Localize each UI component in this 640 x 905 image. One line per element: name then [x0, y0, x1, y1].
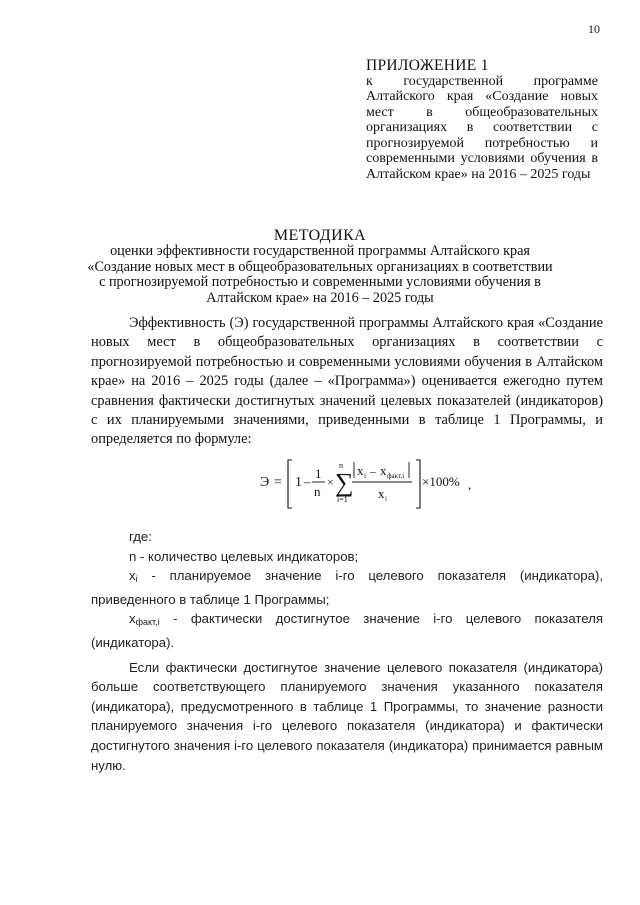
formula-svg: [258, 458, 518, 526]
abs-xf: x: [380, 463, 387, 478]
xf-symbol: x: [129, 611, 136, 627]
xi-symbol: x: [129, 568, 136, 584]
where-label: где:: [129, 529, 152, 544]
appendix-title: ПРИЛОЖЕНИЕ 1: [366, 57, 489, 74]
den-x-sub: i: [385, 495, 387, 503]
formula-times: ×: [327, 475, 334, 489]
methodology-subtitle-line: оценки эффективности государственной программы Алтайского края: [110, 243, 530, 259]
left-bracket: [288, 460, 292, 508]
formula-trailing-comma: ,: [468, 477, 472, 492]
xf-subscript: факт,i: [135, 617, 160, 628]
closing-paragraph: Если фактически достигнутое значение целевого показателя (индикатора) больше соответствующего планируемого значения указанного показателя (индикатора), предусмотренного в таблице 1 Программы, то значение разности планируемого значения i-го целевого показателя (индикатора) и фактически достигнутого значения i-го целевого показателя (индикатора) принимается равным нулю.: [91, 659, 603, 773]
abs-xf-sub: факт,i: [387, 472, 405, 480]
efficiency-formula: [258, 458, 518, 526]
intro-text: Эффективность (Э) государственной программы Алтайского края «Создание новых мест в общеобразовательных организациях в соответствии с прогнозируемой потребностью и современными условиями обучения в Алтайском крае» на 2016 – 2025 годы (далее – «Программа») оценивается ежегодно путем сравнения фактически достигнутых значений целевых показателей (индикаторов) с их планируемыми значениями, приведенными в таблице 1 Программы, и определяется по формуле:: [91, 315, 603, 448]
intro-paragraph: [91, 314, 603, 450]
formula-denominator-n: n: [314, 484, 321, 499]
sum-sign-icon: ∑: [335, 468, 354, 497]
den-x: x: [378, 486, 385, 501]
formula-one: 1: [295, 475, 302, 490]
xi-definition: [91, 566, 603, 609]
appendix-block: [366, 58, 598, 182]
formula-lhs: Э: [260, 475, 270, 490]
xf-definition: [91, 609, 603, 652]
xi-definition-text: - планируемое значение i-го целевого показателя (индикатора), приведенного в таблице 1 Программы;: [91, 568, 603, 607]
methodology-subtitle-line: Алтайском крае» на 2016 – 2025 годы: [206, 289, 434, 306]
right-bracket: [416, 460, 420, 508]
appendix-text: к государственной программе Алтайского края «Создание новых мест в общеобразовательных организациях в соответствии с прогнозируемой потребностью и современными условиями обучения в Алтайском крае» на 2016 – 2025 годы: [366, 73, 598, 182]
sum-upper-limit: n: [339, 461, 343, 470]
methodology-subtitle-line: с прогнозируемой потребностью и современными условиями обучения в: [99, 274, 541, 291]
methodology-heading: [82, 227, 558, 306]
formula-equals: =: [274, 475, 282, 490]
formula-times-100: ×100%: [422, 474, 460, 489]
n-definition: n - количество целевых индикаторов;: [129, 548, 359, 564]
methodology-subtitle-line: «Создание новых мест в общеобразовательных организациях в соответствии: [87, 258, 553, 275]
methodology-title: МЕТОДИКА: [273, 227, 367, 244]
abs-x-sub: i: [364, 472, 366, 480]
page-number: 10: [588, 22, 600, 36]
formula-minus: –: [304, 474, 311, 489]
xf-definition-text: - фактически достигнутое значение i-го целевого показателя (индикатора).: [91, 611, 603, 650]
sum-lower-limit: i=1: [337, 495, 348, 504]
xi-subscript: i: [135, 574, 138, 585]
abs-minus: –: [370, 464, 376, 478]
definitions-block: [91, 527, 603, 775]
formula-numerator-one: 1: [315, 466, 322, 481]
abs-x: x: [357, 463, 364, 478]
